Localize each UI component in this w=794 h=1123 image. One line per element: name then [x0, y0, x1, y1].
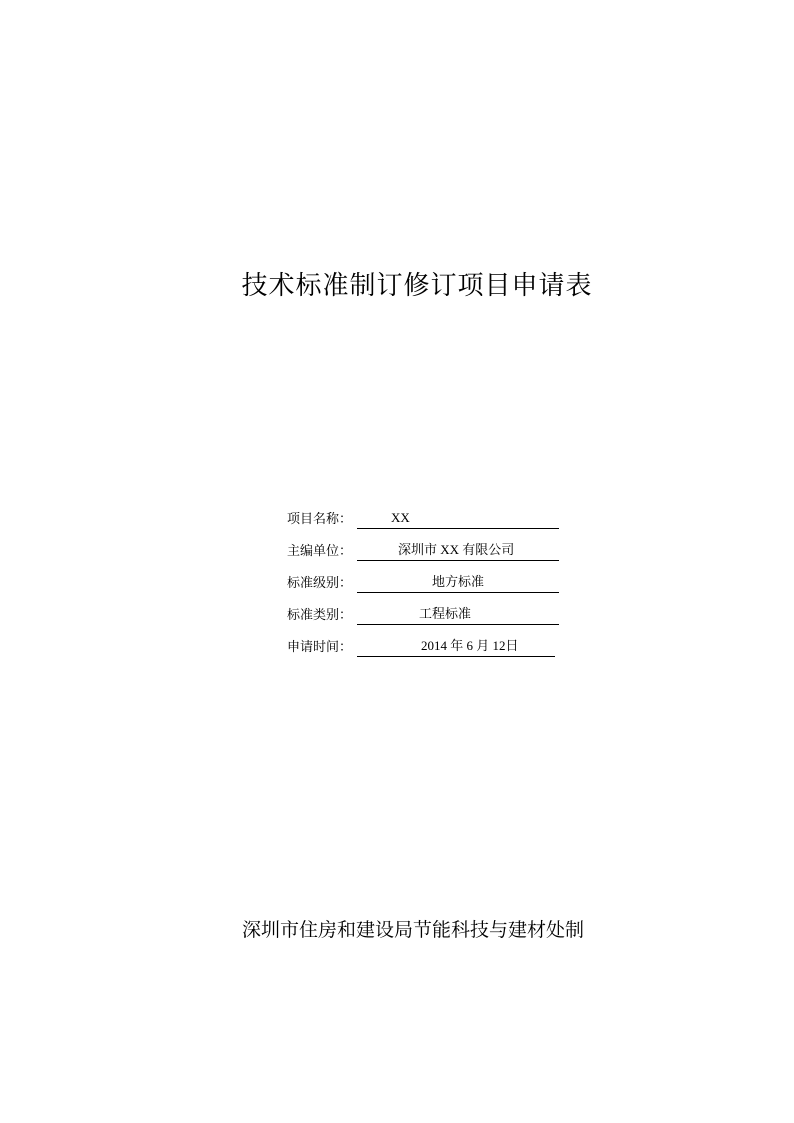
field-value-project-name: XX	[391, 510, 410, 525]
field-value-chief-unit: 深圳市 XX 有限公司	[398, 542, 515, 557]
document-title: 技术标准制订修订项目申请表	[241, 271, 593, 301]
field-value-standard-level: 地方标准	[432, 574, 485, 589]
field-value-line-project-name	[357, 508, 559, 529]
field-value-line-application-date	[357, 636, 555, 657]
field-value-line-standard-level	[357, 572, 559, 593]
field-value-application-date: 2014 年 6 月 12日	[421, 638, 519, 653]
field-label-standard-level: 标准级别：	[287, 576, 353, 591]
field-label-application-date: 申请时间：	[287, 640, 353, 655]
field-value-line-standard-category	[357, 604, 559, 625]
field-label-chief-unit: 主编单位：	[287, 544, 353, 559]
issuer-organization: 深圳市住房和建设局节能科技与建材处制	[241, 919, 584, 941]
field-value-line-chief-unit	[357, 540, 559, 561]
field-label-project-name: 项目名称：	[287, 512, 353, 527]
field-value-standard-category: 工程标准	[419, 606, 472, 621]
field-label-standard-category: 标准类别：	[287, 608, 353, 623]
